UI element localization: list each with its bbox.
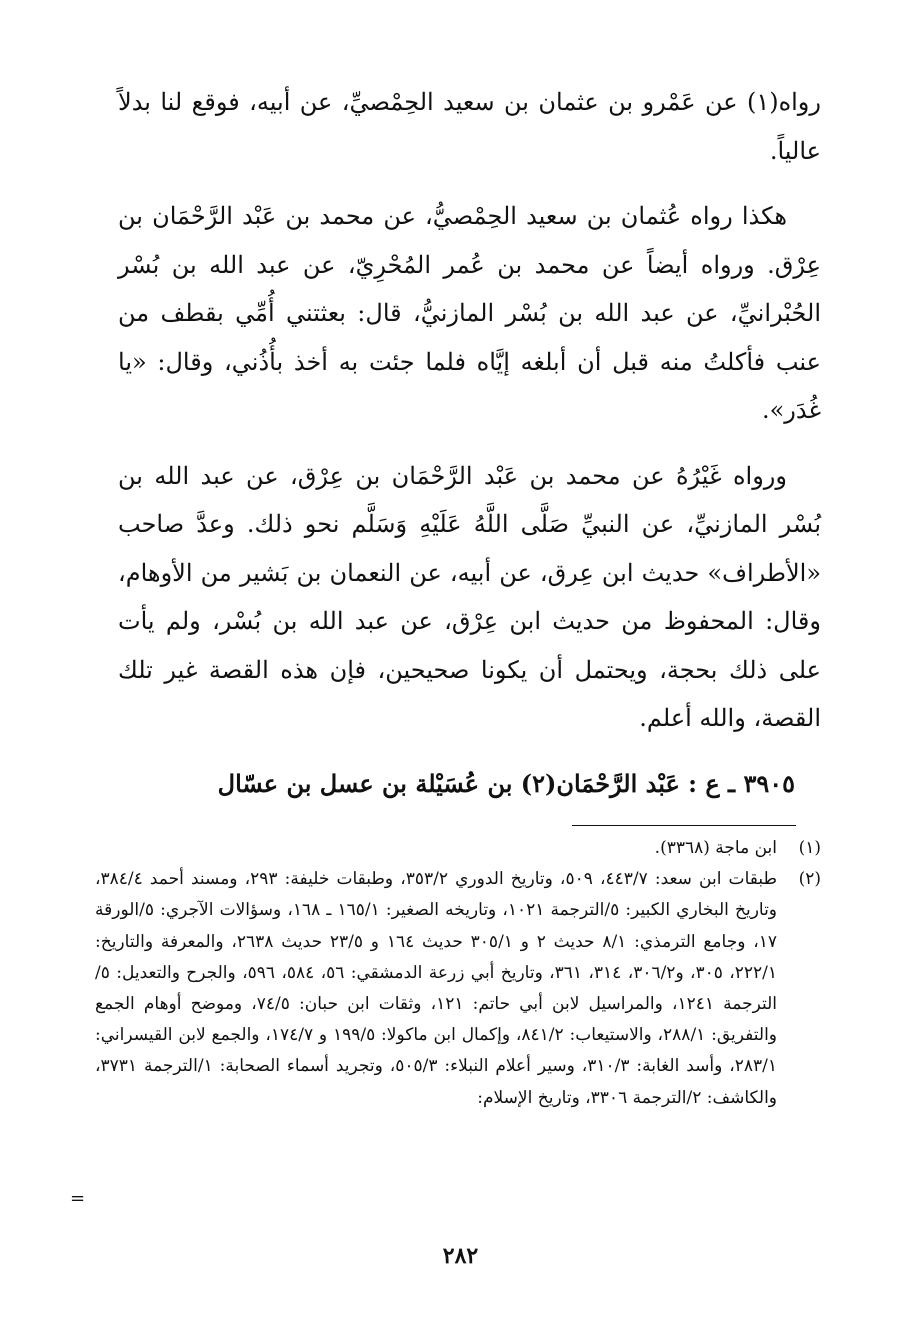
footnote-separator	[572, 825, 796, 826]
entry-dash: ـ	[728, 768, 736, 798]
footnote-2	[95, 864, 821, 1114]
paragraph-1: رواه(١) عن عَمْرو بن عثمان بن سعيد الحِمْصيِّ، عن أبيه، فوقع لنا بدلاً عالياً.	[118, 88, 821, 165]
footnotes	[95, 833, 821, 1114]
footnote-1-text: ابن ماجة (٣٣٦٨).	[654, 838, 777, 858]
page-number: ٢٨٢	[442, 1243, 479, 1269]
footnote-1	[95, 833, 821, 864]
entry-source-code: ع :	[688, 768, 720, 798]
footnote-1-mark: (١)	[798, 838, 821, 858]
footnote-2-text: طبقات ابن سعد: ٤٤٣/٧، ٥٠٩، وتاريخ الدوري ٣٥٣/٢، وطبقات خليفة: ٢٩٣، ومسند أحمد ٣٨٤/٤، وتاريخ البخاري الكبير: ٥/الترجمة ١٠٢١، وتاريخه الصغير: ١٦٥/١ ـ ١٦٨، وسؤالات الآجري: ٥/الورقة ١٧، وجامع الترمذي: ٨/١ حديث ٢ و ٣٠٥/١ حديث ١٦٤ و ٢٣/٥ حديث ٢٦٣٨، والمعرفة والتاريخ: ٢٢٢/١، ٣٠٥، و٣٠٦/٢، ٣١٤، ٣٦١، وتاريخ أبي زرعة الدمشقي: ٥٦، ٥٨٤، ٥٩٦، والجرح والتعديل: ٥/الترجمة ١٢٤١، والمراسيل لابن أبي حاتم: ١٢١، وثقات ابن حبان: ٧٤/٥، وموضح أوهام الجمع والتفريق: ٢٨٨/١، والاستيعاب: ٨٤١/٢، وإكمال ابن ماكولا: ١٩٩/٥ و ١٧٤/٧، والجمع لابن القيسراني: ٢٨٣/١، وأسد الغابة: ٣١٠/٣، وسير أعلام النبلاء: ٥٠٥/٣، وتجريد أسماء الصحابة: ١/الترجمة ٣٧٣١، والكاشف: ٢/الترجمة ٣٣٠٦، وتاريخ الإسلام:	[95, 869, 778, 1108]
footnote-2-mark: (٢)	[798, 869, 821, 890]
continuation-mark: =	[70, 1188, 86, 1209]
biography-entry-heading	[118, 760, 821, 809]
entry-name: عَبْد الرَّحْمَان(٢) بن عُسَيْلة بن عسل بن عسّال	[217, 768, 680, 798]
paragraph-3: ورواه غَيْرُهُ عن محمد بن عَبْد الرَّحْمَان بن عِرْق، عن عبد الله بن بُسْر المازنيِّ، عن النبيِّ صَلَّى اللَّهُ عَلَيْهِ وَسَلَّم نحو ذلك. وعدَّ صاحب «الأطراف» حديث ابن عِرق، عن أبيه، عن النعمان بن بَشير من الأوهام، وقال: المحفوظ من حديث ابن عِرْق، عن عبد الله بن بُسْر، ولم يأت على ذلك بحجة، ويحتمل أن يكونا صحيحين، فإن هذه القصة غير تلك القصة، والله أعلم.	[118, 461, 822, 732]
entry-number: ٣٩٠٥	[743, 768, 795, 798]
main-text	[118, 78, 821, 808]
paragraph-2: هكذا رواه عُثمان بن سعيد الحِمْصيُّ، عن محمد بن عَبْد الرَّحْمَان بن عِرْق. ورواه أيضاً عن محمد بن عُمر المُحْرِيّ، عن عبد الله بن بُسْر الحُبْرانيِّ، عن عبد الله بن بُسْر المازنيُّ، قال: بعثتني أُمِّي بقطف من عنب فأكلتُ منه قبل أن أبلغه إيَّاه فلما جئت به أخذ بأُذُني، وقال: «يا غُدَر».	[118, 202, 821, 424]
